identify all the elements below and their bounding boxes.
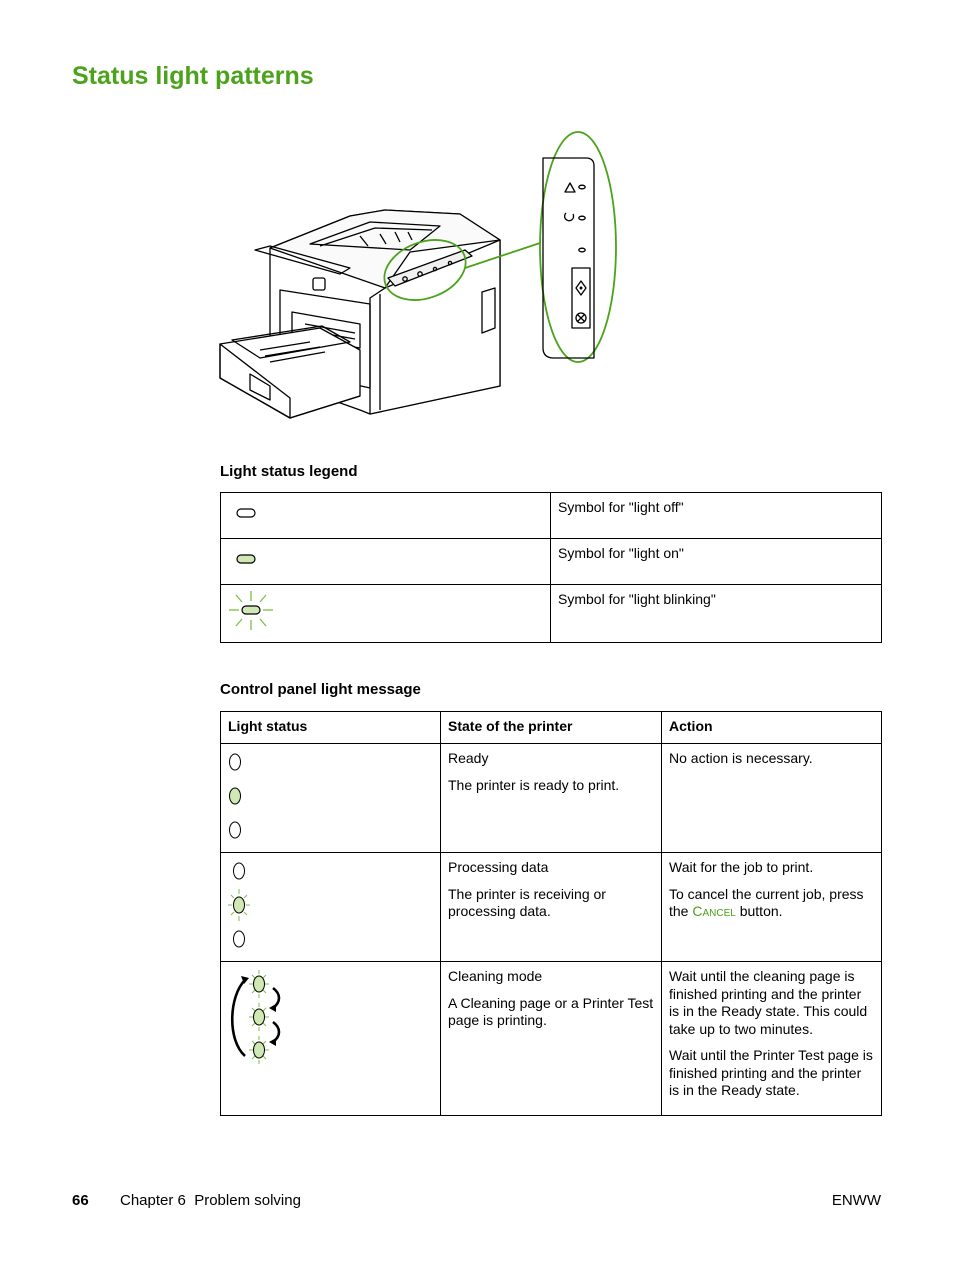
state-title: Processing data xyxy=(448,859,549,875)
page-title: Status light patterns xyxy=(72,62,314,90)
state-cell xyxy=(441,962,662,1116)
light-off-icon xyxy=(228,499,543,525)
footer-right-label: ENWW xyxy=(831,1192,881,1209)
light-status-cell xyxy=(221,853,441,962)
action-cell xyxy=(662,853,882,962)
legend-heading: Light status legend xyxy=(220,463,358,480)
legend-symbol-cell xyxy=(221,585,551,643)
action-text: Wait until the cleaning page is finished printing and the printer is in the Ready state. This could take up to two minutes. xyxy=(669,968,868,1037)
legend-text: Symbol for "light on" xyxy=(551,539,882,585)
legend-symbol-cell xyxy=(221,493,551,539)
state-title: Ready xyxy=(448,750,489,766)
column-header: State of the printer xyxy=(441,712,662,744)
light-status-cell xyxy=(221,744,441,853)
table-row xyxy=(221,493,882,539)
column-header: Light status xyxy=(221,712,441,744)
printer-illustration xyxy=(210,128,630,428)
light-pattern-cleaning-icon xyxy=(225,968,436,1068)
cancel-key-label: Cancel xyxy=(692,903,736,919)
state-description: The printer is ready to print. xyxy=(448,776,620,793)
light-on-icon xyxy=(228,545,543,571)
state-title: Cleaning mode xyxy=(448,968,543,984)
action-text: No action is necessary. xyxy=(669,750,813,766)
column-header: Action xyxy=(662,712,882,744)
action-cell xyxy=(662,962,882,1116)
legend-text: Symbol for "light off" xyxy=(551,493,882,539)
light-status-cell xyxy=(221,962,441,1116)
action-text-post: button. xyxy=(735,903,783,919)
legend-table xyxy=(220,492,882,643)
page-number: 66 xyxy=(72,1192,89,1209)
action-text xyxy=(669,886,874,921)
table-row xyxy=(221,853,882,962)
light-blinking-icon xyxy=(228,588,543,634)
state-description: The printer is receiving or processing data. xyxy=(448,885,606,919)
legend-text: Symbol for "light blinking" xyxy=(551,585,882,643)
table-row xyxy=(221,585,882,643)
table-row xyxy=(221,744,882,853)
action-text: Wait until the Printer Test page is finished printing and the printer is in the Ready state. xyxy=(669,1047,873,1098)
action-text: Wait for the job to print. xyxy=(669,859,814,875)
messages-table xyxy=(220,711,882,1116)
messages-heading: Control panel light message xyxy=(220,681,421,698)
legend-symbol-cell xyxy=(221,539,551,585)
chapter-label: Chapter 6 Problem solving xyxy=(120,1192,301,1209)
table-row xyxy=(221,539,882,585)
state-cell xyxy=(441,744,662,853)
state-description: A Cleaning page or a Printer Test page is printing. xyxy=(448,994,654,1028)
action-text-pre: To cancel the current job, press the xyxy=(669,885,864,919)
state-cell xyxy=(441,853,662,962)
table-row xyxy=(221,962,882,1116)
action-cell xyxy=(662,744,882,853)
table-header-row xyxy=(221,712,882,744)
light-pattern-processing-icon xyxy=(225,857,436,953)
light-pattern-ready-icon xyxy=(225,748,436,844)
